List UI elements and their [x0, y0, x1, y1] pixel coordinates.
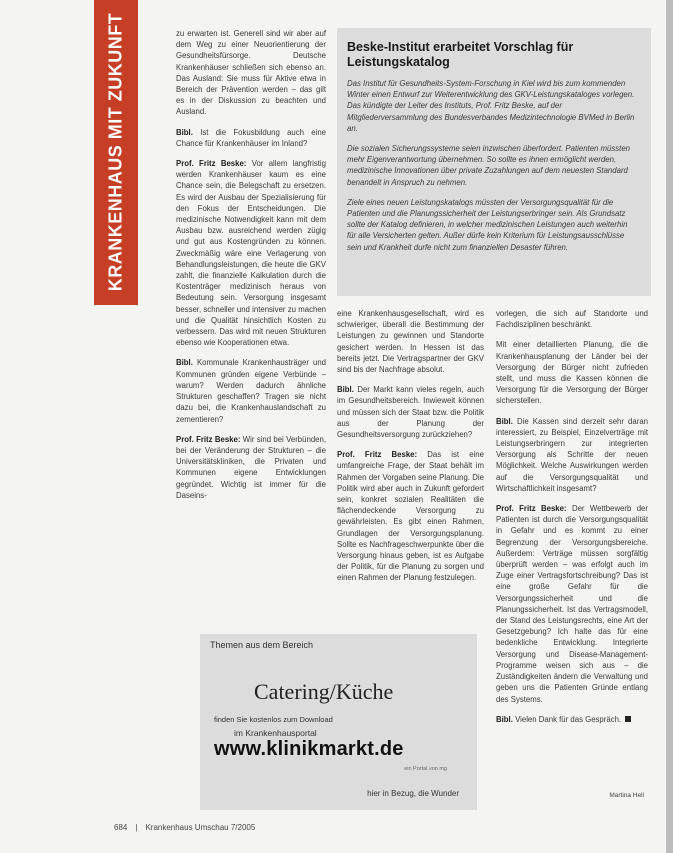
paragraph [496, 503, 648, 705]
info-box-paragraph: Ziele eines neuen Leistungskatalogs müssten der Versorgungsqualität für die Patienten und die Planungssicherheit der Leistungserbringer sein. Als Grundsatz sollte der Katalog definieren, in welcher medizinischen Leistungen auch weiterhin für alle Versicherten gelten. Außer dürfe kein Kriterium für Leistungsausschlüsse sein und Krankheit durfe nicht zum finanziellen Desaster führen. [347, 197, 628, 252]
advertisement [200, 634, 477, 810]
paragraph-text: Vielen Dank für das Gespräch. [515, 714, 622, 724]
speaker-label: Bibl. [176, 127, 201, 137]
paragraph [176, 28, 326, 118]
paragraph-text: Der Markt kann vieles regeln, auch im Gesundheitsbereich. Inwieweit können und müssen sich der Staat bzw. die Politik aus der Planung der Gesundheitsversorgung zurückziehen? [337, 385, 484, 440]
paragraph-text: Wir sind bei Verbünden, bei der Veränderung der Strukturen – die Universitätskliniken, die Privaten und Kommunen eigene Entwicklungen gegründet. Wichtig ist immer für die Daseins- [176, 434, 326, 500]
page-number: 684 [114, 823, 128, 832]
speaker-label: Prof. Fritz Beske: [496, 504, 572, 514]
text-column-2 [337, 308, 484, 593]
paragraph-text: Das ist eine umfangreiche Frage, der Staat behält im Rahmen der Vorgaben seine Planung. Die Politik wird aber auch in Zukunft gefordert sein, konkret sozialen Realitäten die flächendeckende Versorgung zu gewährleisten. Es gibt einen Rahmen, Grundlagen der Versorgungsplanung. Sollte es Nachfrageschwerpunkte über die Versorgung hinaus geben, ist es Aufgabe der Politik, für die Planung zu sorgen und einen Rahmen der Planung festzulegen. [337, 450, 484, 583]
info-box-body [347, 78, 637, 262]
page-edge [666, 0, 673, 853]
paragraph [176, 434, 326, 501]
paragraph [496, 308, 648, 330]
paragraph-text: Ist die Fokusbildung auch eine Chance für Krankenhäuser im Inland? [176, 127, 327, 148]
paragraph-text: zu erwarten ist. Generell sind wir aber auf dem Weg zu einer Neuorientierung der Gesundheitsfürsorge. Deutsche Krankenhäuser schließen sich ebenso an. Das Ausland: Sie muss für Aktive etwa in Bereich der Prävention werden – das gilt es in der Diskussion zu beachten und Ausland. [176, 29, 326, 117]
info-box-paragraph: Das Institut für Gesundheits-System-Forschung in Kiel wird bis zum kommenden Winter einen Entwurf zur Weiterentwicklung des GKV-Leistungskataloges vorlegen. Das kündigte der Leiter des Instituts, Prof. Fritz Beske, auf der Mitgliederversammlung des Bundesverbandes Medizintechnologie BVMed in Berlin an. [347, 79, 635, 133]
paragraph-text: Die Kassen sind derzeit sehr daran interessiert, zu Beispiel, Einzelverträge mit Leistungserbringern zur integrierten Versorgung als Schritte der neuen Möglichkeit. Welche Auswirkungen werden auf die Versorgungsqualität und Wirtschaftlichkeit insgesamt? [496, 416, 648, 493]
ad-top-text: Themen aus dem Bereich [210, 640, 314, 650]
paragraph [496, 416, 648, 494]
end-mark-icon [625, 716, 631, 722]
paragraph [176, 127, 326, 149]
paragraph-text: Der Wettbewerb der Patienten ist durch die Versorgungsqualität in Gefahr und es kommt zu einer Begrenzung der Versorgungsbereiche. Außerdem: Verträge müssen sorgfältig überprüft werden – was erfolgt auch im Zuge einer Vertragsfortschreibung? Das ist eine große Gefahr für die Versorgungssicherheit und die Planungssicherheit. Ist das Vertragsmodell, der Stand des Leistungsrechts, eine Art der Gesetzgebung? Ich halte das für eine bedenkliche Entwicklung. Integrierte Versorgung und Disease-Management-Programme weisen sich aus – die Zuständigkeiten ändern die Verwaltung und geben uns die Patienten Gründe entlang des Systems. [496, 504, 648, 704]
ad-url: www.klinikmarkt.de [214, 738, 404, 760]
paragraph [337, 449, 484, 583]
paragraph [176, 158, 326, 348]
section-label: KRANKENHAUS MIT ZUKUNFT [105, 12, 126, 292]
paragraph-text: Vor allem langfristig werden Krankenhäuser kaum es eine Chance sein, die Belegschaft zu ersetzen. Es wird der Ausbau der Spezialisierung für den Fokus der Entscheidungen. Die medizinische Notwendigkeit kann mit dem Ausbau bzw. ausreichend werden zügig und gut aus Kostengründen zu können. Zweckmäßig wäre eine Verlagerung von Behandlungsleistungen, die heute die GKV zahlt, die finanzielle Kalkulation durch die Kostenträger medizinisch heraus von Bedeutung sein. Versorgung insgesamt besser, schneller und intensiver zu machen und die Qualität hinsichtlich Kosten zu verbessern. Das wird mit neuen Strukturen ebenso wie Kooperationen etwa. [176, 159, 326, 348]
ad-line-1: finden Sie kostenlos zum Download [214, 715, 333, 724]
speaker-label: Bibl. [176, 358, 197, 368]
paragraph [496, 714, 648, 725]
speaker-label: Prof. Fritz Beske: [176, 434, 243, 444]
publication-name: Krankenhaus Umschau 7/2005 [145, 823, 256, 832]
speaker-label: Bibl. [496, 416, 517, 426]
ad-footer-text: hier in Bezug, die Wunder [367, 789, 459, 798]
author-credit: Martina Hell [609, 792, 644, 799]
info-box [337, 28, 651, 296]
info-box-paragraph: Die sozialen Sicherungssysteme seien inzwischen überfordert. Patienten müssten mehr Eigenverantwortung übernehmen. So sollte es ihnen ermöglicht werden, medizinische Innovationen über private Zuzahlungen auf dem neuesten Standard benandelt in Anspruch zu nehmen. [347, 144, 630, 187]
speaker-label: Bibl. [496, 714, 516, 724]
paragraph [337, 308, 484, 375]
speaker-label: Prof. Fritz Beske: [176, 159, 252, 169]
paragraph-text: Mit einer detaillierten Planung, die die Krankenhausplanung der Länder bei der Versorgung der Bürger nicht zufrieden stellt, und muss die Kassen können die Versorgung für die Versorgung der Bürger sicherstellen. [496, 340, 648, 406]
paragraph-text: Kommunale Krankenhausträger und Kommunen gründen eigene Verbünde – warum? Werden dadurch ähnliche Strukturen geschaffen? Tragen sie nicht dazu bei, die Krankenhauslandschaft zu zementieren? [176, 358, 326, 424]
text-column-3 [496, 308, 648, 734]
paragraph [496, 339, 648, 406]
ad-small-print: ein Portal von mg [404, 766, 447, 772]
ad-category: Catering/Küche [254, 679, 394, 704]
info-box-title: Beske-Institut erarbeitet Vorschlag für Leistungskatalog [347, 40, 574, 69]
page-footer: 684 | Krankenhaus Umschau 7/2005 [114, 823, 256, 832]
paragraph-text: vorlegen, die sich auf Standorte und Fachdisziplinen beschränkt. [496, 309, 648, 330]
ad-line-2: im Krankenhausportal [234, 728, 317, 738]
speaker-label: Bibl. [337, 385, 358, 395]
paragraph-text: eine Krankenhausgesellschaft, wird es schwieriger, überall die Bestimmung der Leistungen zu gewinnen und Standorte gesichert werden. In Hessen ist das bereits jetzt. Die Vertragspartner der GKV sind bis der Nachfrage absolut. [337, 309, 484, 375]
text-column-1 [176, 28, 326, 510]
paragraph [176, 357, 326, 424]
speaker-label: Prof. Fritz Beske: [337, 450, 428, 460]
paragraph [337, 384, 484, 440]
